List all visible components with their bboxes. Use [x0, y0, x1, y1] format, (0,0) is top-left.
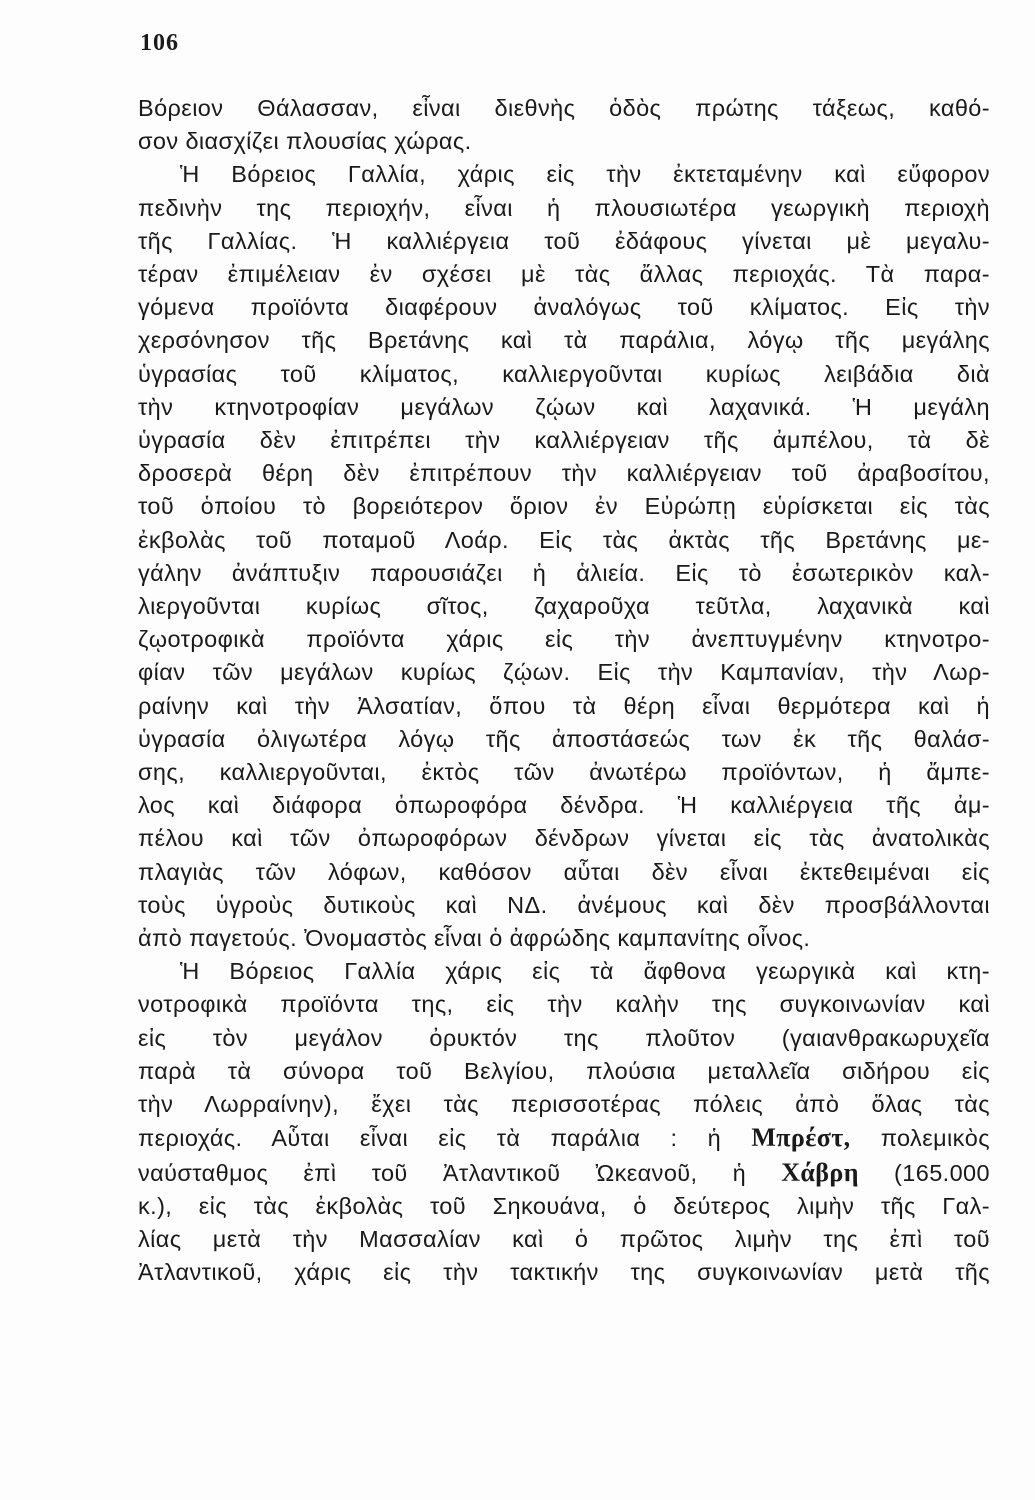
text-line [138, 291, 990, 324]
text-line-content: ζῳοτροφικὰ προϊόντα χάρις εἰς τὴν ἀνεπτυγμένην κτηνοτρο- [138, 626, 990, 653]
text-line-content: ἀπὸ παγετούς. Ὀνομαστὸς εἶναι ὁ ἀφρώδης καμπανίτης οἶνος. [138, 925, 811, 952]
text-line-content: τοῦ ὁποίου τὸ βορειότερον ὅριον ἐν Εὐρώπῃ εὑρίσκεται εἰς τὰς [138, 493, 990, 520]
text-line-content: παρὰ τὰ σύνορα τοῦ Βελγίου, πλούσια μεταλλεῖα σιδήρου εἰς [138, 1057, 990, 1084]
text-line-content: Ἀτλαντικοῦ, χάρις εἰς τὴν τακτικήν της συγκοινωνίαν μετὰ τῆς [138, 1259, 990, 1286]
text-line [138, 1022, 990, 1055]
text-line-continuation: πολεμικὸς [850, 1125, 990, 1152]
text-line-content: τοὺς ὑγροὺς δυτικοὺς καὶ ΝΔ. ἀνέμους καὶ δὲν προσβάλλονται [138, 891, 990, 918]
text-line-content: ραίνην καὶ τὴν Ἀλσατίαν, ὅπου τὰ θέρη εἶναι θερμότερα καὶ ἡ [138, 692, 990, 719]
text-line [138, 192, 990, 225]
text-line [138, 1256, 990, 1289]
text-line-content: κ.), εἰς τὰς ἐκβολὰς τοῦ Σηκουάνα, ὁ δεύτερος λιμὴν τῆς Γαλ- [138, 1192, 990, 1219]
text-line [138, 1088, 990, 1121]
text-line-content: γόμενα προϊόντα διαφέρουν ἀναλόγως τοῦ κλίματος. Εἰς τὴν [138, 294, 990, 321]
text-line-content: χερσόνησον τῆς Βρετάνης καὶ τὰ παράλια, λόγῳ τῆς μεγάλης [138, 327, 990, 354]
text-line [138, 1156, 990, 1190]
text-line-content: περιοχάς. Αὗται εἶναι εἰς τὰ παράλια : ἡ [138, 1125, 752, 1152]
text-line [138, 158, 990, 191]
text-line [138, 955, 990, 988]
text-line-content: νοτροφικὰ προϊόντα της, εἰς τὴν καλὴν της συγκοινωνίαν καὶ [138, 991, 990, 1018]
text-line-content: λιεργοῦνται κυρίως σῖτος, ζαχαροῦχα τεῦτλα, λαχανικὰ καὶ [138, 593, 990, 620]
text-line-continuation: (165.000 [858, 1159, 990, 1186]
text-line-content: τῆς Γαλλίας. Ἡ καλλιέργεια τοῦ ἐδάφους γίνεται μὲ μεγαλυ- [138, 227, 990, 254]
text-line-content: σης, καλλιεργοῦνται, ἐκτὸς τῶν ἀνωτέρω προϊόντων, ἡ ἄμπε- [138, 759, 990, 786]
text-line [138, 1223, 990, 1256]
text-line [138, 822, 990, 855]
text-line [138, 590, 990, 623]
bold-place-name: Μπρέστ, [751, 1123, 851, 1153]
text-line-content: δροσερὰ θέρη δὲν ἐπιτρέπουν τὴν καλλιέργειαν τοῦ ἀραβοσίτου, [138, 460, 990, 487]
text-line [138, 225, 990, 258]
text-line [138, 922, 990, 955]
text-line-content: ὑγρασία δὲν ἐπιτρέπει τὴν καλλιέργειαν τῆς ἀμπέλου, τὰ δὲ [138, 427, 990, 454]
text-line-content: φίαν τῶν μεγάλων κυρίως ζῴων. Εἰς τὴν Καμπανίαν, τὴν Λωρ- [138, 659, 990, 686]
page-number: 106 [140, 30, 179, 56]
text-line [138, 1190, 990, 1223]
text-line-content: ὑγρασίας τοῦ κλίματος, καλλιεργοῦνται κυρίως λειβάδια διὰ [138, 360, 990, 387]
text-line [138, 1121, 990, 1155]
text-line-content: τὴν κτηνοτροφίαν μεγάλων ζῴων καὶ λαχανικά. Ἡ μεγάλη [138, 393, 990, 420]
text-line-content: Ἡ Βόρειος Γαλλία, χάρις εἰς τὴν ἐκτεταμένην καὶ εὔφορον [180, 161, 990, 188]
text-line-content: τέραν ἐπιμέλειαν ἐν σχέσει μὲ τὰς ἄλλας περιοχάς. Τὰ παρα- [138, 261, 990, 288]
text-line-content: ἐκβολὰς τοῦ ποταμοῦ Λοάρ. Εἰς τὰς ἀκτὰς τῆς Βρετάνης με- [138, 526, 990, 553]
text-line-content: Βόρειον Θάλασσαν, εἶναι διεθνὴς ὁδὸς πρώτης τάξεως, καθό- [138, 95, 990, 121]
text-line-content: ναύσταθμος ἐπὶ τοῦ Ἀτλαντικοῦ Ὠκεανοῦ, ἡ [138, 1159, 782, 1186]
text-line [138, 690, 990, 723]
text-line [138, 723, 990, 756]
text-line [138, 258, 990, 291]
text-line [138, 889, 990, 922]
text-line [138, 1055, 990, 1088]
text-line [138, 457, 990, 490]
text-line [138, 856, 990, 889]
text-line-content: πλαγιὰς τῶν λόφων, καθόσον αὗται δὲν εἶναι ἐκτεθειμέναι εἰς [138, 858, 990, 885]
text-line [138, 524, 990, 557]
body-text [138, 92, 990, 1289]
text-line [138, 756, 990, 789]
text-line-content: ὑγρασία ὀλιγωτέρα λόγῳ τῆς ἀποστάσεώς των ἐκ τῆς θαλάσ- [138, 725, 990, 752]
text-line-content: Ἡ Βόρειος Γαλλία χάρις εἰς τὰ ἄφθονα γεωργικὰ καὶ κτη- [180, 958, 990, 985]
text-line [138, 391, 990, 424]
text-line-content: πεδινὴν της περιοχήν, εἶναι ἡ πλουσιωτέρα γεωργικὴ περιοχὴ [138, 194, 990, 221]
text-line-content: τὴν Λωρραίνην), ἔχει τὰς περισσοτέρας πόλεις ἀπὸ ὅλας τὰς [138, 1091, 990, 1118]
text-line [138, 557, 990, 590]
bold-place-name: Χάβρη [781, 1157, 859, 1187]
text-line-content: σον διασχίζει πλουσίας χώρας. [138, 128, 472, 155]
text-line [138, 324, 990, 357]
text-line [138, 424, 990, 457]
text-line [138, 988, 990, 1021]
text-line [138, 623, 990, 656]
text-line [138, 358, 990, 391]
text-line-content: γάλην ἀνάπτυξιν παρουσιάζει ἡ ἁλιεία. Εἰς τὸ ἐσωτερικὸν καλ- [138, 559, 990, 586]
text-line [138, 490, 990, 523]
text-line-content: λος καὶ διάφορα ὀπωροφόρα δένδρα. Ἡ καλλιέργεια τῆς ἀμ- [138, 792, 990, 819]
text-line-content: εἰς τὸν μεγάλον ὀρυκτόν της πλοῦτον (γαιανθρακωρυχεῖα [138, 1024, 990, 1051]
text-line-content: πέλου καὶ τῶν ὀπωροφόρων δένδρων γίνεται εἰς τὰς ἀνατολικὰς [138, 825, 990, 852]
text-line [138, 92, 990, 125]
text-line [138, 656, 990, 689]
text-line [138, 789, 990, 822]
text-line-content: λίας μετὰ τὴν Μασσαλίαν καὶ ὁ πρῶτος λιμὴν της ἐπὶ τοῦ [138, 1225, 990, 1252]
text-line [138, 125, 990, 158]
